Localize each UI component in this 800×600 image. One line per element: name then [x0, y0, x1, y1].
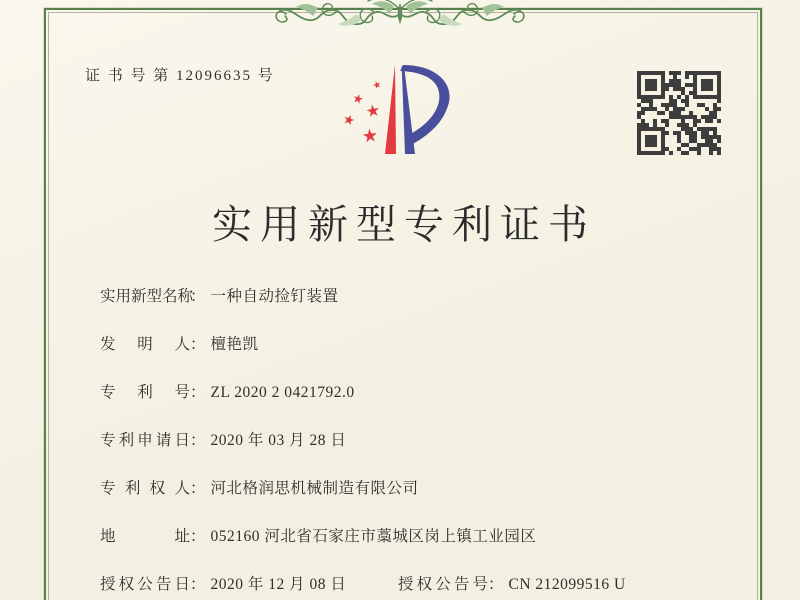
certificate-fields — [0, 273, 800, 600]
logo-red-wedge — [385, 65, 396, 154]
field-filing-date — [0, 417, 800, 465]
field-address — [0, 513, 800, 561]
field-value: 一种自动捡钉装置 — [210, 288, 339, 305]
colon: ： — [190, 528, 206, 545]
field-label: 授权公告日 — [100, 576, 190, 593]
certificate-number: 证 书 号 第 12096635 号 — [85, 68, 275, 84]
field-value: 052160 河北省石家庄市藁城区岗上镇工业园区 — [210, 528, 537, 545]
floral-ornament-icon — [268, 0, 532, 34]
field-patent-number — [0, 369, 800, 417]
field-label: 地址 — [100, 528, 190, 545]
field-label: 发明人 — [100, 336, 190, 353]
field-grant-date — [100, 576, 346, 593]
field-value: 2020 年 12 月 08 日 — [210, 576, 347, 593]
cnipa-logo-icon — [341, 57, 463, 162]
field-label: 专利申请日 — [100, 432, 190, 449]
colon: ： — [488, 576, 504, 593]
field-patentee — [0, 465, 800, 513]
qr-code-icon — [637, 71, 721, 155]
field-grant-number — [398, 561, 626, 600]
colon: ： — [190, 336, 206, 353]
field-value: 河北格润思机械制造有限公司 — [210, 480, 419, 497]
colon: ： — [190, 384, 206, 401]
field-label: 授权公告号 — [398, 576, 488, 593]
field-label: 实用新型名称 — [100, 288, 194, 305]
certificate-title: 实用新型专利证书 — [212, 202, 596, 247]
field-value: 檀艳凯 — [210, 336, 259, 353]
field-value: ZL 2020 2 0421792.0 — [210, 384, 355, 401]
field-inventor — [0, 321, 800, 369]
colon: ： — [190, 432, 206, 449]
colon: ： — [190, 288, 206, 305]
field-label: 专利号 — [100, 384, 190, 401]
field-label: 专利权人 — [100, 480, 190, 497]
field-value: 2020 年 03 月 28 日 — [210, 432, 347, 449]
ornament-center-leaf — [398, 3, 403, 24]
colon: ： — [190, 576, 206, 593]
field-value: CN 212099516 U — [508, 576, 626, 593]
field-utility-model-name — [0, 273, 800, 321]
logo-stars-icon — [343, 80, 382, 143]
field-grant-row — [0, 561, 800, 600]
colon: ： — [190, 480, 206, 497]
